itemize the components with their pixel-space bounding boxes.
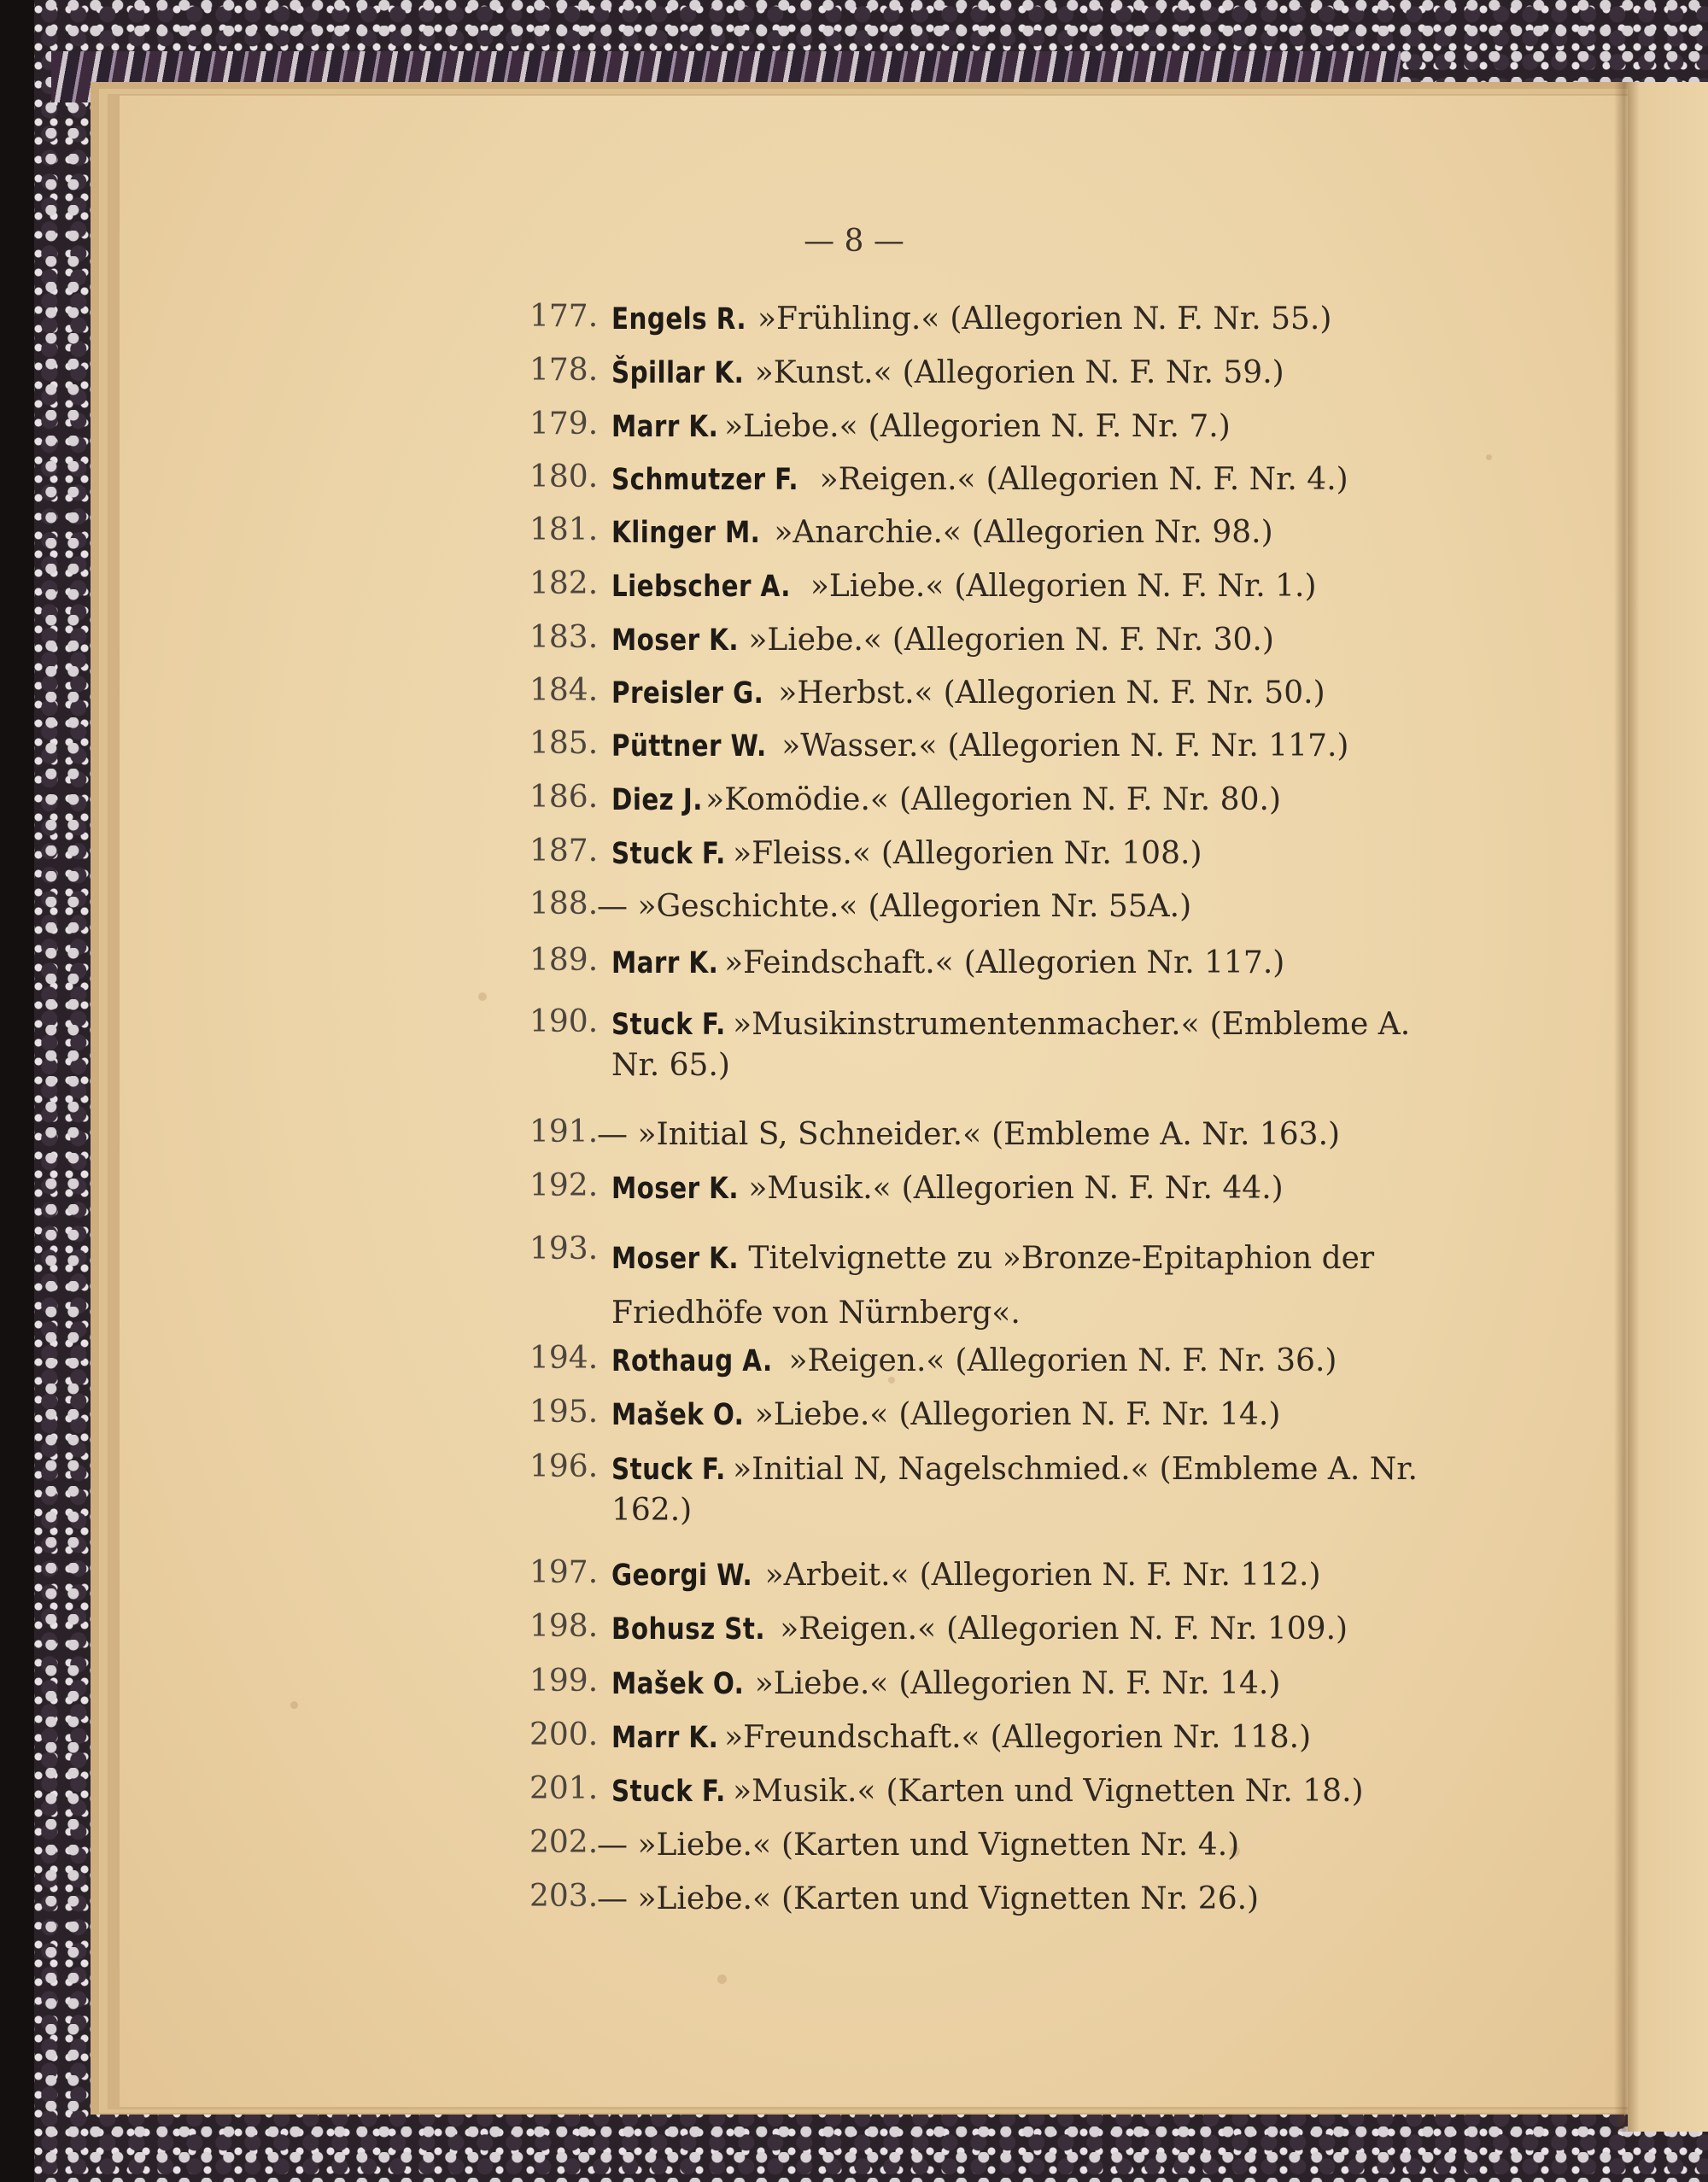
collection-reference: (Allegorien N. F. Nr. 44.) xyxy=(901,1171,1284,1206)
collection-reference: (Allegorien N. F. Nr. 109.) xyxy=(946,1612,1348,1647)
entry-text xyxy=(597,1879,1452,1919)
entry-text xyxy=(597,1825,1452,1865)
collection-reference: (Allegorien N. F. Nr. 36.) xyxy=(955,1343,1337,1378)
entry-number: 199. xyxy=(529,1664,599,1699)
catalog-entry xyxy=(529,620,1452,661)
entry-text xyxy=(611,1395,1452,1436)
entry-text xyxy=(611,566,1452,607)
entry-number: 181. xyxy=(529,512,599,547)
artist-name: Moser K. xyxy=(611,623,739,658)
entry-text xyxy=(611,1449,1452,1530)
entry-number: 191. xyxy=(529,1114,599,1149)
catalog-entry xyxy=(529,1341,1452,1382)
entry-number: 185. xyxy=(529,726,599,761)
artist-name: Klinger M. xyxy=(611,516,761,550)
entry-number: 197. xyxy=(529,1555,599,1590)
collection-reference: (Allegorien N. F. Nr. 14.) xyxy=(898,1397,1281,1432)
collection-reference: (Allegorien N. F. Nr. 59.) xyxy=(902,355,1284,390)
work-title: »Initial N, Nagelschmied.« xyxy=(733,1452,1149,1487)
entry-number: 202. xyxy=(529,1825,599,1860)
catalog-entry xyxy=(529,512,1452,553)
artist-name: Marr K. xyxy=(611,946,719,980)
entry-text xyxy=(611,834,1452,875)
entry-number: 195. xyxy=(529,1395,599,1430)
artist-name: Marr K. xyxy=(611,1721,719,1755)
collection-reference: (Allegorien N. F. Nr. 80.) xyxy=(898,782,1281,817)
artist-name: Diez J. xyxy=(611,783,703,817)
collection-reference: (Allegorien N. F. Nr. 112.) xyxy=(919,1558,1321,1593)
collection-reference: (Karten und Vignetten Nr. 26.) xyxy=(781,1881,1260,1916)
collection-reference: (Embleme A. Nr. 162.) xyxy=(611,1452,1418,1528)
entry-text xyxy=(611,1341,1452,1382)
work-title: »Arbeit.« xyxy=(764,1558,910,1593)
catalog-entry xyxy=(529,780,1452,821)
catalog-entry xyxy=(529,673,1452,714)
entry-number: 187. xyxy=(529,834,599,869)
artist-name: Engels R. xyxy=(611,302,746,336)
entry-text xyxy=(597,1114,1452,1155)
catalog-entry xyxy=(529,1771,1452,1812)
work-title: »Liebe.« xyxy=(724,409,858,444)
artist-name: Rothaug A. xyxy=(611,1344,773,1378)
entry-number: 184. xyxy=(529,673,599,708)
artist-name: Špillar K. xyxy=(611,356,745,390)
entry-text xyxy=(611,299,1452,340)
collection-reference: (Allegorien N. F. Nr. 50.) xyxy=(943,676,1325,711)
artist-name: Moser K. xyxy=(611,1242,739,1276)
entry-number: 182. xyxy=(529,566,599,601)
collection-reference: (Allegorien Nr. 118.) xyxy=(990,1720,1312,1755)
entry-number: 178. xyxy=(529,353,599,388)
entry-text xyxy=(611,1717,1452,1758)
catalog-entry xyxy=(529,726,1452,767)
catalog-entry xyxy=(529,1879,1452,1919)
catalog-entry xyxy=(529,1825,1452,1865)
collection-reference: (Allegorien N. F. Nr. 55.) xyxy=(950,301,1332,336)
catalog-entry xyxy=(529,353,1452,394)
work-title: »Fleiss.« xyxy=(733,836,871,871)
artist-name: Preisler G. xyxy=(611,676,764,711)
entry-number: 189. xyxy=(529,943,599,978)
artist-name: Georgi W. xyxy=(611,1559,753,1593)
artist-name: Stuck F. xyxy=(611,837,726,871)
work-title: »Liebe.« xyxy=(754,1397,889,1432)
entry-text xyxy=(611,1609,1452,1650)
collection-reference: (Allegorien N. F. Nr. 7.) xyxy=(868,409,1231,444)
entry-number: 179. xyxy=(529,407,599,442)
work-title: »Wasser.« xyxy=(781,728,938,763)
entry-number: 193. xyxy=(529,1231,599,1266)
collection-reference: (Allegorien Nr. 117.) xyxy=(963,945,1285,980)
catalog-entry xyxy=(529,1168,1452,1209)
entry-text xyxy=(611,1771,1452,1812)
entry-text xyxy=(611,407,1452,448)
work-title: »Komödie.« xyxy=(705,782,889,817)
work-title: — »Liebe.« xyxy=(597,1828,772,1863)
entry-number: 192. xyxy=(529,1168,599,1203)
catalog-entry xyxy=(529,1609,1452,1650)
work-title: »Liebe.« xyxy=(748,623,882,658)
catalog-entry xyxy=(529,1114,1452,1155)
work-title: »Reigen.« xyxy=(819,462,976,497)
work-title: »Freundschaft.« xyxy=(724,1720,980,1755)
catalog-entry xyxy=(529,1555,1452,1596)
catalog-entry xyxy=(529,1231,1452,1341)
collection-reference: (Allegorien N. F. Nr. 117.) xyxy=(947,728,1349,763)
entry-text xyxy=(611,1555,1452,1596)
work-title: »Reigen.« xyxy=(788,1343,945,1378)
work-title: »Liebe.« xyxy=(754,1666,889,1701)
catalog-entry xyxy=(529,886,1452,927)
catalog-entry xyxy=(529,1717,1452,1758)
entry-text xyxy=(597,886,1452,927)
catalog-entry xyxy=(529,943,1452,984)
collection-reference: (Karten und Vignetten Nr. 18.) xyxy=(886,1774,1364,1809)
work-title: »Musik.« xyxy=(733,1774,876,1809)
artist-name: Stuck F. xyxy=(611,1008,726,1042)
entry-number: 196. xyxy=(529,1449,599,1484)
catalog-entry xyxy=(529,299,1452,340)
entry-number: 183. xyxy=(529,620,599,655)
work-title: »Liebe.« xyxy=(810,569,945,604)
entry-number: 201. xyxy=(529,1771,599,1806)
artist-name: Mašek O. xyxy=(611,1667,745,1701)
catalog-entry xyxy=(529,1664,1452,1705)
artist-name: Stuck F. xyxy=(611,1775,726,1809)
collection-reference: (Allegorien Nr. 55A.) xyxy=(868,889,1192,924)
entry-number: 203. xyxy=(529,1879,599,1914)
work-title: »Musikinstrumentenmacher.« xyxy=(733,1007,1200,1042)
catalog-entry xyxy=(529,1449,1452,1530)
entry-text xyxy=(611,1231,1452,1341)
entry-number: 194. xyxy=(529,1341,599,1376)
entry-number: 190. xyxy=(529,1004,599,1039)
entry-text xyxy=(611,620,1452,661)
collection-reference: (Karten und Vignetten Nr. 4.) xyxy=(781,1828,1240,1863)
collection-reference: (Allegorien N. F. Nr. 4.) xyxy=(986,462,1348,497)
work-title: »Anarchie.« xyxy=(774,515,962,550)
collection-reference: (Allegorien Nr. 108.) xyxy=(880,836,1202,871)
entry-text xyxy=(611,512,1452,553)
collection-reference: (Embleme A. Nr. 65.) xyxy=(611,1007,1411,1083)
entry-number: 177. xyxy=(529,299,599,334)
catalog-entry xyxy=(529,1395,1452,1436)
book-spine-shadow xyxy=(0,0,34,2182)
artist-name: Schmutzer F. xyxy=(611,463,798,497)
artist-name: Mašek O. xyxy=(611,1398,745,1432)
entry-text xyxy=(611,1664,1452,1705)
catalog-entry xyxy=(529,459,1452,500)
artist-name: Moser K. xyxy=(611,1172,739,1206)
work-title: »Frühling.« xyxy=(757,301,940,336)
work-title: »Reigen.« xyxy=(780,1612,937,1647)
artist-name: Marr K. xyxy=(611,410,719,444)
entry-number: 180. xyxy=(529,459,599,494)
facing-page-edge xyxy=(1628,82,1708,2132)
entry-number: 188. xyxy=(529,886,599,921)
work-title: Titelvignette zu »Bronze-Epitaphion der Friedhöfe von Nürnberg«. xyxy=(611,1241,1375,1331)
catalog-entry xyxy=(529,834,1452,875)
work-title: — »Liebe.« xyxy=(597,1881,772,1916)
artist-name: Liebscher A. xyxy=(611,570,791,604)
work-title: »Herbst.« xyxy=(778,676,933,711)
work-title: »Feindschaft.« xyxy=(724,945,954,980)
entry-number: 200. xyxy=(529,1717,599,1752)
entry-text xyxy=(611,673,1452,714)
catalog-entry xyxy=(529,1004,1452,1085)
entry-text xyxy=(611,780,1452,821)
artist-name: Püttner W. xyxy=(611,729,767,763)
artist-name: Stuck F. xyxy=(611,1453,726,1487)
artist-name: Bohusz St. xyxy=(611,1612,765,1647)
work-title: »Kunst.« xyxy=(754,355,892,390)
entry-text xyxy=(611,1168,1452,1209)
work-title: — »Initial S, Schneider.« xyxy=(597,1117,982,1152)
entry-text xyxy=(611,726,1452,767)
entry-text xyxy=(611,1004,1452,1085)
work-title: »Musik.« xyxy=(748,1171,892,1206)
collection-reference: (Allegorien N. F. Nr. 14.) xyxy=(898,1666,1281,1701)
entry-text xyxy=(611,943,1452,984)
catalog-entry xyxy=(529,566,1452,607)
entry-text xyxy=(611,459,1452,500)
collection-reference: (Embleme A. Nr. 163.) xyxy=(991,1117,1341,1152)
entry-number: 198. xyxy=(529,1609,599,1644)
work-title: — »Geschichte.« xyxy=(597,889,858,924)
collection-reference: (Allegorien Nr. 98.) xyxy=(971,515,1273,550)
catalog-entry xyxy=(529,407,1452,448)
page-number: — 8 — xyxy=(804,224,904,259)
entry-number: 186. xyxy=(529,780,599,815)
collection-reference: (Allegorien N. F. Nr. 1.) xyxy=(954,569,1317,604)
collection-reference: (Allegorien N. F. Nr. 30.) xyxy=(892,623,1274,658)
entry-text xyxy=(611,353,1452,394)
